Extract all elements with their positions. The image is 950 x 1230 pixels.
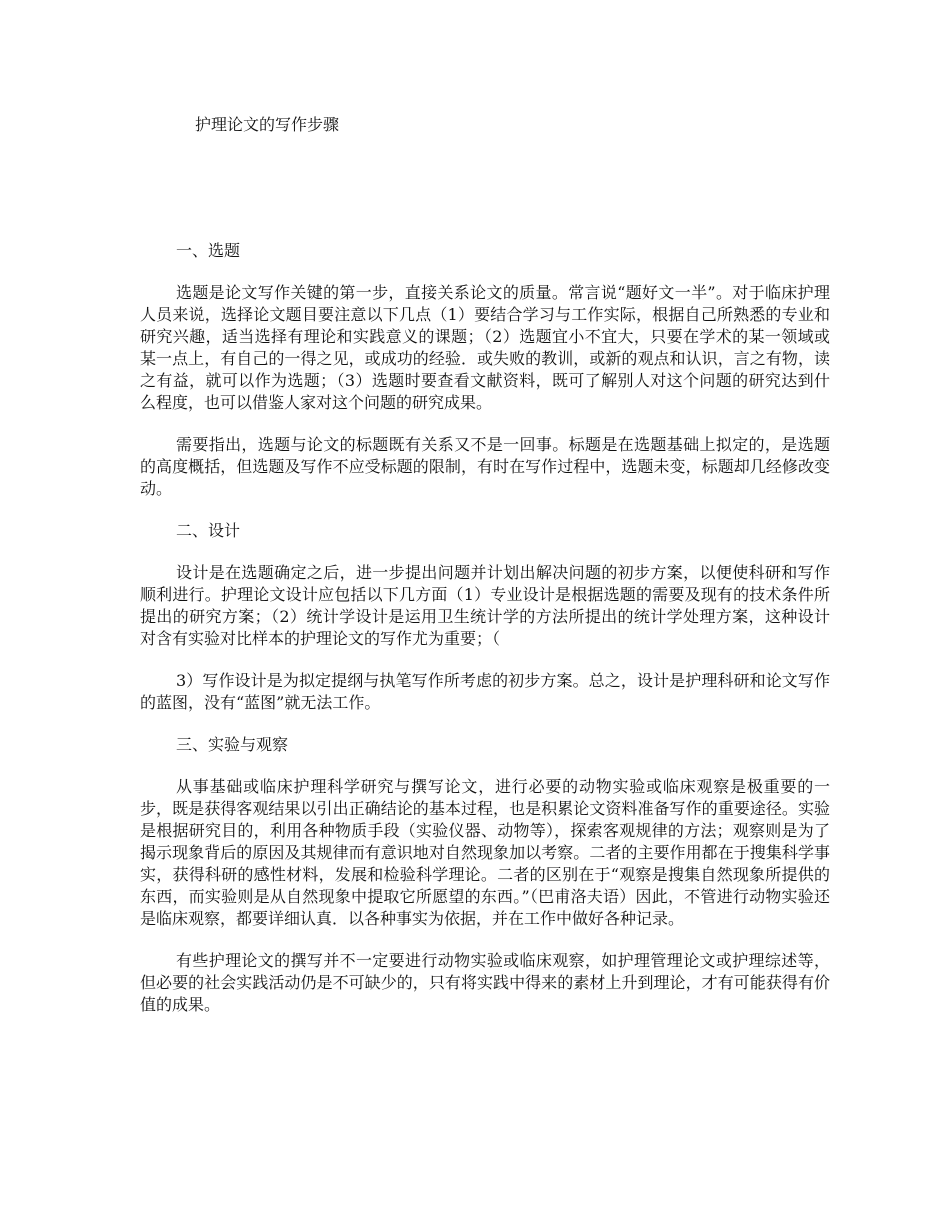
paragraph-design-2: 3）写作设计是为拟定提纲与执笔写作所考虑的初步方案。总之，设计是护理科研和论文写作的蓝图，没有“蓝图”就无法工作。	[140, 671, 830, 712]
paragraph-selection-1: 选题是论文写作关键的第一步，直接关系论文的质量。常言说“题好文一半”。对于临床护理人员来说，选择论文题目要注意以下几点（1）要结合学习与工作实际，根据自己所熟悉的专业和研究兴趣，适当选择有理论和实践意义的课题；（2）选题宜小不宜大，只要在学术的某一领域或某一点上，有自己的一得之见，或成功的经验．或失败的教训，或新的观点和认识，言之有物，读之有益，就可以作为选题；（3）选题时要查看文献资料，既可了解别人对这个问题的研究达到什么程度，也可以借鉴人家对这个问题的研究成果。	[140, 283, 830, 412]
paragraph-experiment-2: 有些护理论文的撰写并不一定要进行动物实验或临床观察，如护理管理论文或护理综述等，但必要的社会实践活动仍是不可缺少的，只有将实践中得来的素材上升到理论，才有可能获得有价值的成果。	[140, 951, 830, 1014]
section-heading-design: 二、设计	[176, 521, 241, 540]
paragraph-experiment-1: 从事基础或临床护理科学研究与撰写论文，进行必要的动物实验或临床观察是极重要的一步，既是获得客观结果以引出正确结论的基本过程，也是积累论文资料准备写作的重要途径。实验是根据研究目的，利用各种物质手段（实验仪器、动物等），探索客观规律的方法；观察则是为了揭示现象背后的原因及其规律而有意识地对自然现象加以考察。二者的主要作用都在于搜集科学事实，获得科研的感性材料，发展和检验科学理论。二者的区别在于“观察是搜集自然现象所提供的东西，而实验则是从自然现象中提取它所愿望的东西。”（巴甫洛夫语）因此，不管进行动物实验还是临床观察，都要详细认真．以各种事实为依据，并在工作中做好各种记录。	[140, 777, 830, 928]
document-title: 护理论文的写作步骤	[195, 115, 340, 134]
paragraph-design-1: 设计是在选题确定之后，进一步提出问题并计划出解决问题的初步方案，以便使科研和写作顺利进行。护理论文设计应包括以下几方面（1）专业设计是根据选题的需要及现有的技术条件所提出的研究方案；（2）统计学设计是运用卫生统计学的方法所提出的统计学处理方案，这种设计对含有实验对比样本的护理论文的写作尤为重要；（	[140, 563, 830, 648]
section-heading-experiment: 三、实验与观察	[176, 735, 289, 754]
document-body	[140, 240, 830, 1036]
paragraph-selection-2: 需要指出，选题与论文的标题既有关系又不是一回事。标题是在选题基础上拟定的，是选题的高度概括，但选题及写作不应受标题的限制，有时在写作过程中，选题未变，标题却几经修改变动。	[140, 435, 830, 498]
section-heading-selection: 一、选题	[176, 241, 241, 260]
